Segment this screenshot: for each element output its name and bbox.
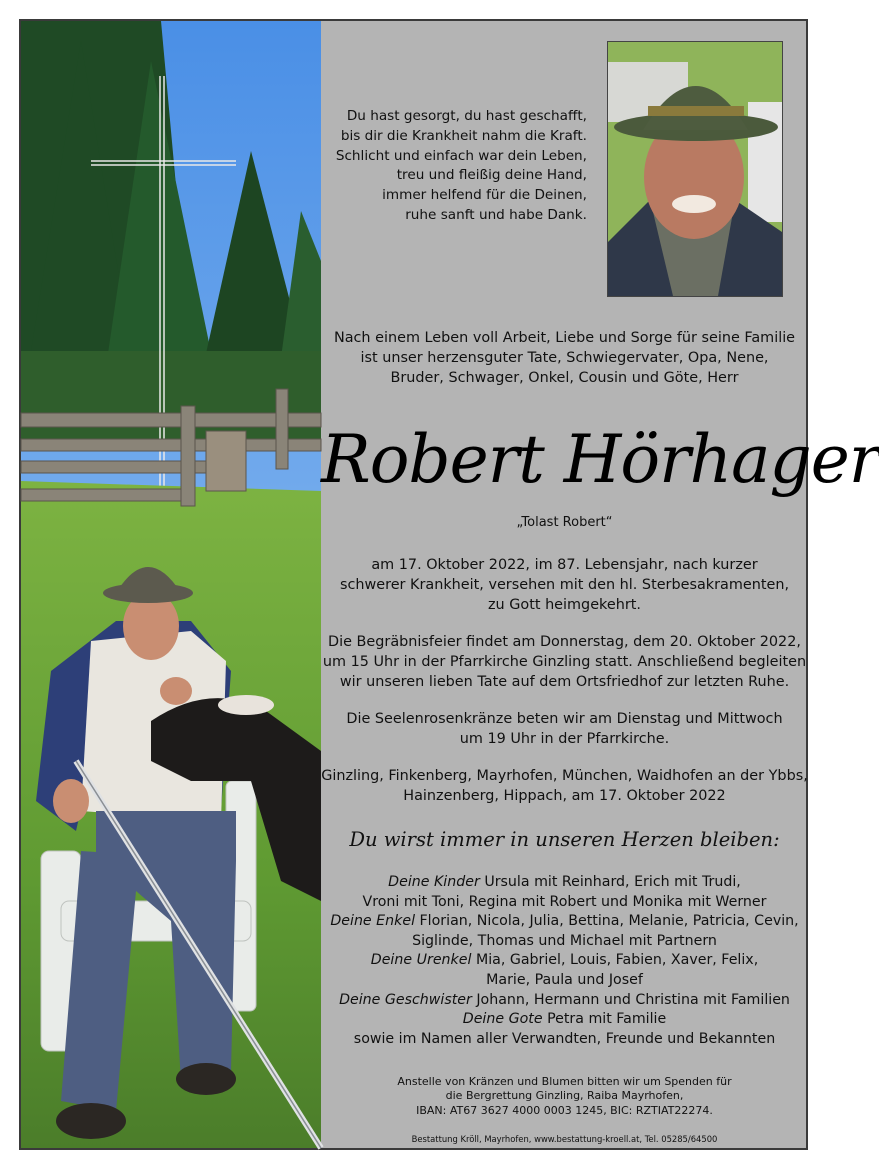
portrait-photo xyxy=(607,41,783,297)
poem-line: immer helfend für die Deinen, xyxy=(382,187,587,204)
rosary-line: um 19 Uhr in der Pfarrkirche. xyxy=(459,730,670,747)
great-grandchildren-label: Deine Urenkel xyxy=(370,952,472,969)
death-notice xyxy=(321,556,808,615)
funeral-text: , xyxy=(796,634,801,650)
great-grandchildren-names: Mia, Gabriel, Louis, Fabien, Xaver, Felix, xyxy=(471,952,759,969)
funeral-text: um xyxy=(322,653,351,670)
intro-text xyxy=(321,329,808,388)
godchild-label: Deine Gote xyxy=(462,1011,543,1028)
funeral-text: Die Begräbnisfeier findet am xyxy=(328,634,540,650)
funeral-line xyxy=(321,633,808,653)
memorial-poem xyxy=(321,107,587,226)
poem-line: Schlicht und einfach war dein Leben, xyxy=(335,147,587,164)
donation-line: Anstelle von Kränzen und Blumen bitten wir um Spenden für xyxy=(397,1075,732,1088)
godchild-names: Petra mit Familie xyxy=(542,1011,667,1028)
intro-line: Bruder, Schwager, Onkel, Cousin und Göte, Herr xyxy=(390,369,739,386)
intro-line: Nach einem Leben voll Arbeit, Liebe und Sorge für seine Familie xyxy=(333,330,796,346)
funeral-line xyxy=(321,653,808,673)
grandchildren-names: Florian, Nicola, Julia, Bettina, Melanie, Patricia, Cevin, xyxy=(415,913,799,930)
family-line: Siglinde, Thomas und Michael mit Partnern xyxy=(412,932,717,949)
poem-line: Du hast gesorgt, du hast geschafft, xyxy=(346,108,587,124)
funeral-text: in der Pfarrkirche Ginzling statt. Anschließend begleiten xyxy=(399,653,807,670)
funeral-date: 20. Oktober 2022 xyxy=(669,634,797,650)
funeral-info xyxy=(321,633,808,692)
siblings-names: Johann, Hermann und Christina mit Familien xyxy=(471,991,790,1008)
poem-line: treu und fleißig deine Hand, xyxy=(396,167,587,184)
family-list xyxy=(321,873,808,1049)
notice-line: schwerer Krankheit, versehen mit den hl. Sterbesakramenten, xyxy=(339,576,790,593)
funeral-text: , dem xyxy=(623,634,670,650)
family-line xyxy=(321,912,808,932)
notice-line: zu Gott heimgekehrt. xyxy=(488,596,641,613)
poem-line: bis dir die Krankheit nahm die Kraft. xyxy=(340,127,587,144)
donation-note xyxy=(321,1075,808,1118)
deceased-nickname: „Tolast Robert“ xyxy=(516,515,613,530)
family-line xyxy=(321,951,808,971)
deceased-name: Robert Hörhager xyxy=(321,421,879,498)
obituary-card xyxy=(19,19,879,1150)
undertaker-info: Bestattung Kröll, Mayrhofen, www.bestattung-kroell.at, Tel. 05285/64500 xyxy=(411,1134,718,1144)
memorial-quote: Du wirst immer in unseren Herzen bleiben: xyxy=(349,828,780,851)
intro-line: ist unser herzensguter Tate, Schwiegervater, Opa, Nene, xyxy=(360,349,769,366)
memorial-photo xyxy=(21,21,321,1148)
grandchildren-label: Deine Enkel xyxy=(330,913,416,930)
rosary-line: Die Seelenrosenkränze beten wir am Dienstag und Mittwoch xyxy=(346,711,783,727)
family-line: Marie, Paula und Josef xyxy=(486,971,643,988)
family-line xyxy=(321,991,808,1011)
siblings-label: Deine Geschwister xyxy=(339,991,472,1008)
donation-line: die Bergrettung Ginzling, Raiba Mayrhofen, xyxy=(445,1089,684,1103)
family-line: Vroni mit Toni, Regina mit Robert und Monika mit Werner xyxy=(362,893,767,910)
donation-line: IBAN: AT67 3627 4000 0003 1245, BIC: RZTIAT22274. xyxy=(416,1103,713,1117)
rosary-info xyxy=(321,710,808,750)
family-line: sowie im Namen aller Verwandten, Freunde und Bekannten xyxy=(353,1030,776,1047)
places-line: Ginzling, Finkenberg, Mayrhofen, München, Waidhofen an der Ybbs, xyxy=(321,768,808,784)
funeral-time: 15 Uhr xyxy=(350,653,400,670)
family-line xyxy=(321,873,808,893)
children-names: Ursula mit Reinhard, Erich mit Trudi, xyxy=(479,874,741,890)
funeral-line: wir unseren lieben Tate auf dem Ortsfriedhof zur letzten Ruhe. xyxy=(339,673,790,690)
places-date xyxy=(321,767,808,807)
funeral-day: Donnerstag xyxy=(539,634,624,650)
places-line: Hainzenberg, Hippach, am 17. Oktober 2022 xyxy=(403,787,726,804)
family-line xyxy=(321,1010,808,1030)
notice-line: am 17. Oktober 2022, im 87. Lebensjahr, nach kurzer xyxy=(371,557,758,573)
poem-line: ruhe sanft und habe Dank. xyxy=(405,206,587,223)
children-label: Deine Kinder xyxy=(388,874,480,890)
